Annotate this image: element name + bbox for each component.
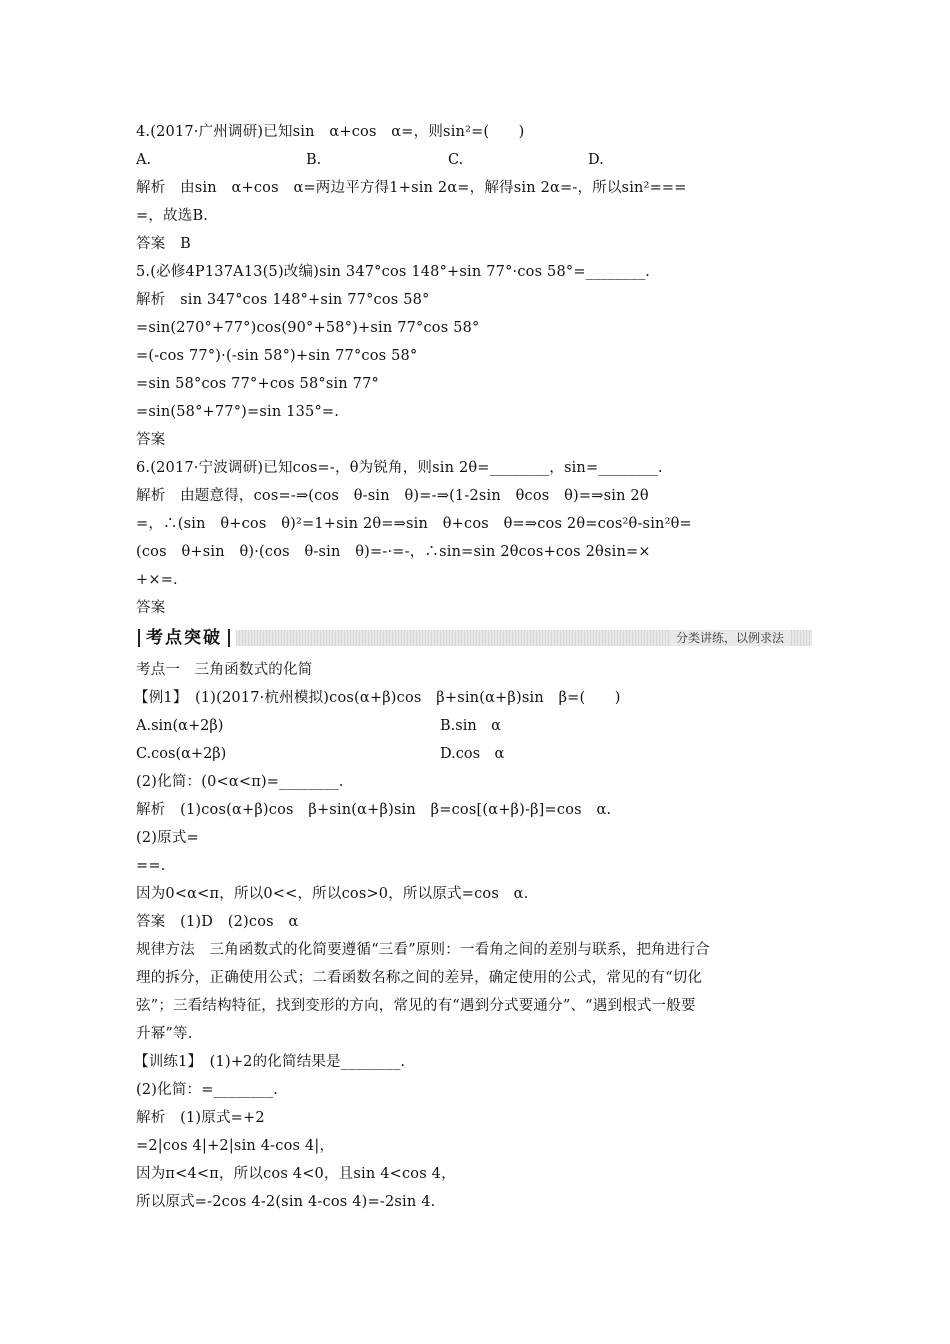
example-1-part2: (2)化简：(0<α<π)=________.: [136, 774, 344, 790]
q5-analysis-line: =sin 58°cos 77°+cos 58°sin 77°: [136, 376, 379, 392]
method-line: 规律方法 三角函数式的化简要遵循“三看”原则：一看角之间的差别与联系，把角进行合: [136, 942, 710, 958]
q5-answer: 答案: [136, 432, 166, 448]
example-1-stem: 【例1】 (1)(2017·杭州模拟)cos(α+β)cos β+sin(α+β)sin β=( ): [134, 690, 621, 706]
q4-option-d: D.: [588, 152, 604, 168]
q5-analysis-line: =sin(270°+77°)cos(90°+58°)+sin 77°cos 58°: [136, 320, 480, 336]
method-line: 升幂”等.: [136, 1026, 193, 1042]
q4-option-b: B.: [306, 152, 322, 168]
q6-analysis-line: (cos θ+sin θ)·(cos θ-sin θ)=-·=-，∴sin=sin 2θcos+cos 2θsin=×: [136, 544, 651, 560]
q6-analysis-line: 解析 由题意得，cos=-⇒(cos θ-sin θ)=-⇒(1-2sin θcos θ)=⇒sin 2θ: [136, 488, 649, 504]
q5-stem: 5.(必修4P137A13(5)改编)sin 347°cos 148°+sin 77°·cos 58°=________.: [136, 264, 651, 280]
example-1-option-b: B.sin α: [440, 718, 501, 734]
q6-answer: 答案: [136, 600, 166, 616]
q6-analysis-line: +×=.: [136, 572, 178, 588]
q4-stem: 4.(2017·广州调研)已知sin α+cos α=，则sin²=( ): [136, 124, 525, 140]
training-1-analysis-line: 解析 (1)原式=+2: [136, 1110, 265, 1126]
training-1-analysis-line: 所以原式=-2cos 4-2(sin 4-cos 4)=-2sin 4.: [136, 1194, 436, 1210]
q5-analysis-line: 解析 sin 347°cos 148°+sin 77°cos 58°: [136, 292, 430, 308]
section-banner: [136, 626, 812, 650]
q4-answer: 答案 B: [136, 236, 191, 252]
q4-option-a: A.: [136, 152, 152, 168]
example-1-answer: 答案 (1)D (2)cos α: [136, 914, 299, 930]
example-1-analysis-line: ==.: [136, 858, 166, 874]
q4-analysis-line: 解析 由sin α+cos α=两边平方得1+sin 2α=，解得sin 2α=-，所以sin²===: [136, 180, 687, 196]
method-line: 理的拆分，正确使用公式；二看函数名称之间的差异，确定使用的公式，常见的有“切化: [136, 970, 703, 986]
example-1-option-c: C.cos(α+2β): [136, 746, 227, 762]
example-1-analysis-line: 因为0<α<π，所以0<<，所以cos>0，所以原式=cos α.: [136, 886, 529, 902]
q4-option-c: C.: [448, 152, 464, 168]
training-1-stem: 【训练1】 (1)+2的化简结果是________.: [134, 1054, 406, 1070]
topic-heading: 考点一 三角函数式的化简: [136, 662, 313, 678]
q5-analysis-line: =sin(58°+77°)=sin 135°=.: [136, 404, 340, 420]
training-1-analysis-line: 因为π<4<π，所以cos 4<0，且sin 4<cos 4，: [136, 1166, 456, 1182]
training-1-analysis-line: =2|cos 4|+2|sin 4-cos 4|，: [136, 1138, 335, 1154]
q4-analysis-line: =，故选B.: [136, 208, 209, 224]
q6-stem: 6.(2017·宁波调研)已知cos=-，θ为锐角，则sin 2θ=________，sin=________.: [136, 460, 663, 476]
example-1-option-a: A.sin(α+2β): [136, 718, 224, 734]
section-banner-subtitle: 分类讲练，以例求法: [670, 630, 790, 646]
example-1-option-d: D.cos α: [440, 746, 505, 762]
section-banner-title: 考点突破: [136, 626, 232, 650]
example-1-analysis-line: (2)原式=: [136, 830, 199, 846]
q5-analysis-line: =(-cos 77°)·(-sin 58°)+sin 77°cos 58°: [136, 348, 418, 364]
q6-analysis-line: =，∴(sin θ+cos θ)²=1+sin 2θ=⇒sin θ+cos θ=⇒cos 2θ=cos²θ-sin²θ=: [136, 516, 692, 532]
example-1-analysis-line: 解析 (1)cos(α+β)cos β+sin(α+β)sin β=cos[(α+β)-β]=cos α.: [136, 802, 612, 818]
training-1-part2: (2)化简：=________.: [136, 1082, 278, 1098]
method-line: 弦”；三看结构特征，找到变形的方向，常见的有“遇到分式要通分”、“遇到根式一般要: [136, 998, 696, 1014]
